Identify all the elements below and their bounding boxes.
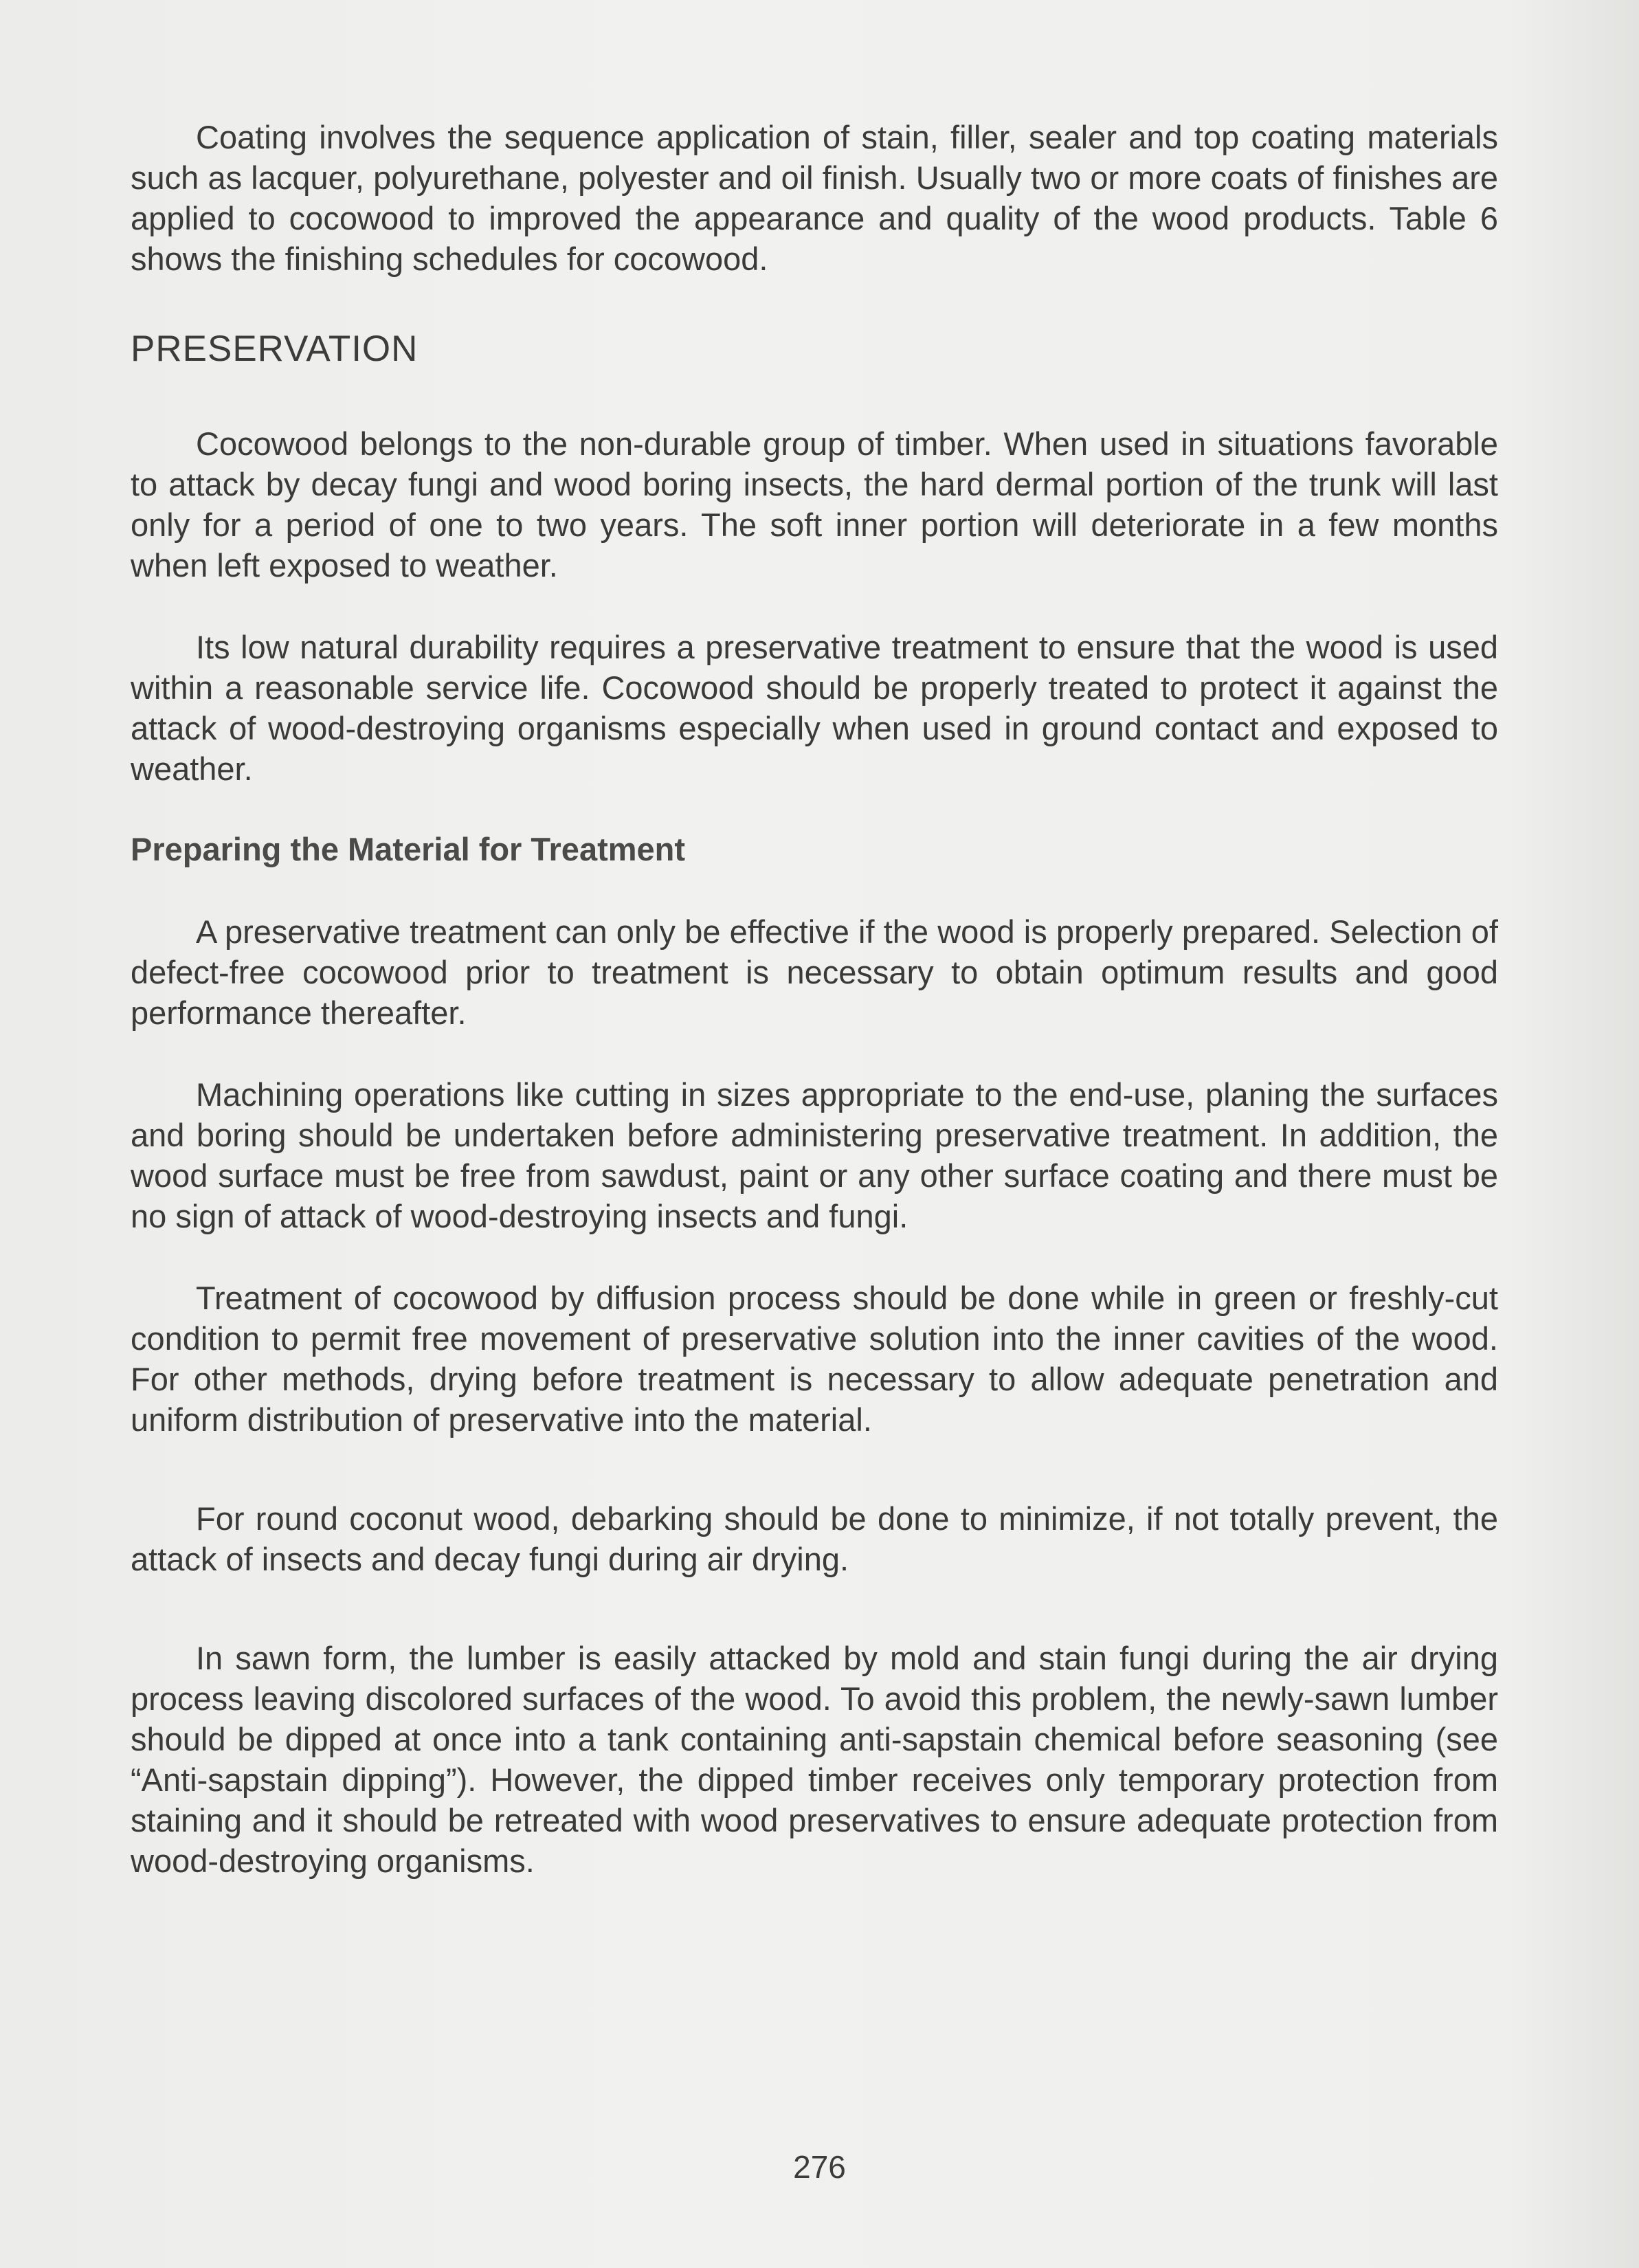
paragraph-proper-preparation: A preservative treatment can only be effective if the wood is properly prepared. Selection of defect-free cocowood prior to treatment is necessary to obtain optimum results and good performance thereafter.: [131, 913, 1498, 1031]
paragraph-debarking: For round coconut wood, debarking should be done to minimize, if not totally prevent, the attack of insects and decay fungi during air drying.: [131, 1500, 1498, 1577]
page-content: [131, 117, 1498, 1881]
paragraph-low-durability: Its low natural durability requires a preservative treatment to ensure that the wood is used within a reasonable service life. Cocowood should be properly treated to protect it against the attack of wood-destroying organisms especially when used in ground contact and exposed to weather.: [131, 629, 1498, 787]
paragraph-machining-operations: Machining operations like cutting in sizes appropriate to the end-use, planing the surfaces and boring should be undertaken before administering preservative treatment. In addition, the wood surface must be free from sawdust, paint or any other surface coating and there must be no sign of attack of wood-destroying insects and fungi.: [131, 1076, 1498, 1234]
subheading-preparing-material: Preparing the Material for Treatment: [131, 831, 686, 867]
paragraph-diffusion-treatment: Treatment of cocowood by diffusion process should be done while in green or freshly-cut condition to permit free movement of preservative solution into the inner cavities of the wood. For other methods, drying before treatment is necessary to allow adequate penetration and uniform distribution of preservative into the material.: [131, 1280, 1498, 1438]
paragraph-non-durable: Cocowood belongs to the non-durable group of timber. When used in situations favorable to attack by decay fungi and wood boring insects, the hard dermal portion of the trunk will last only for a period of one to two years. The soft inner portion will deteriorate in a few months when left exposed to weather.: [131, 425, 1498, 583]
page-number: 276: [793, 2149, 846, 2185]
paragraph-coating: Coating involves the sequence application of stain, filler, sealer and top coating materials such as lacquer, polyurethane, polyester and oil finish. Usually two or more coats of finishes are applied to cocowood to improved the appearance and quality of the wood products. Table 6 shows the finishing schedules for cocowood.: [131, 119, 1498, 277]
section-heading-preservation: PRESERVATION: [131, 329, 419, 369]
paragraph-sawn-form: In sawn form, the lumber is easily attacked by mold and stain fungi during the air drying process leaving discolored surfaces of the wood. To avoid this problem, the newly-sawn lumber should be dipped at once into a tank containing anti-sapstain chemical before seasoning (see “Anti-sapstain dipping”). However, the dipped timber receives only temporary protection from staining and it should be retreated with wood preservatives to ensure adequate protection from wood-destroying organisms.: [131, 1640, 1498, 1879]
